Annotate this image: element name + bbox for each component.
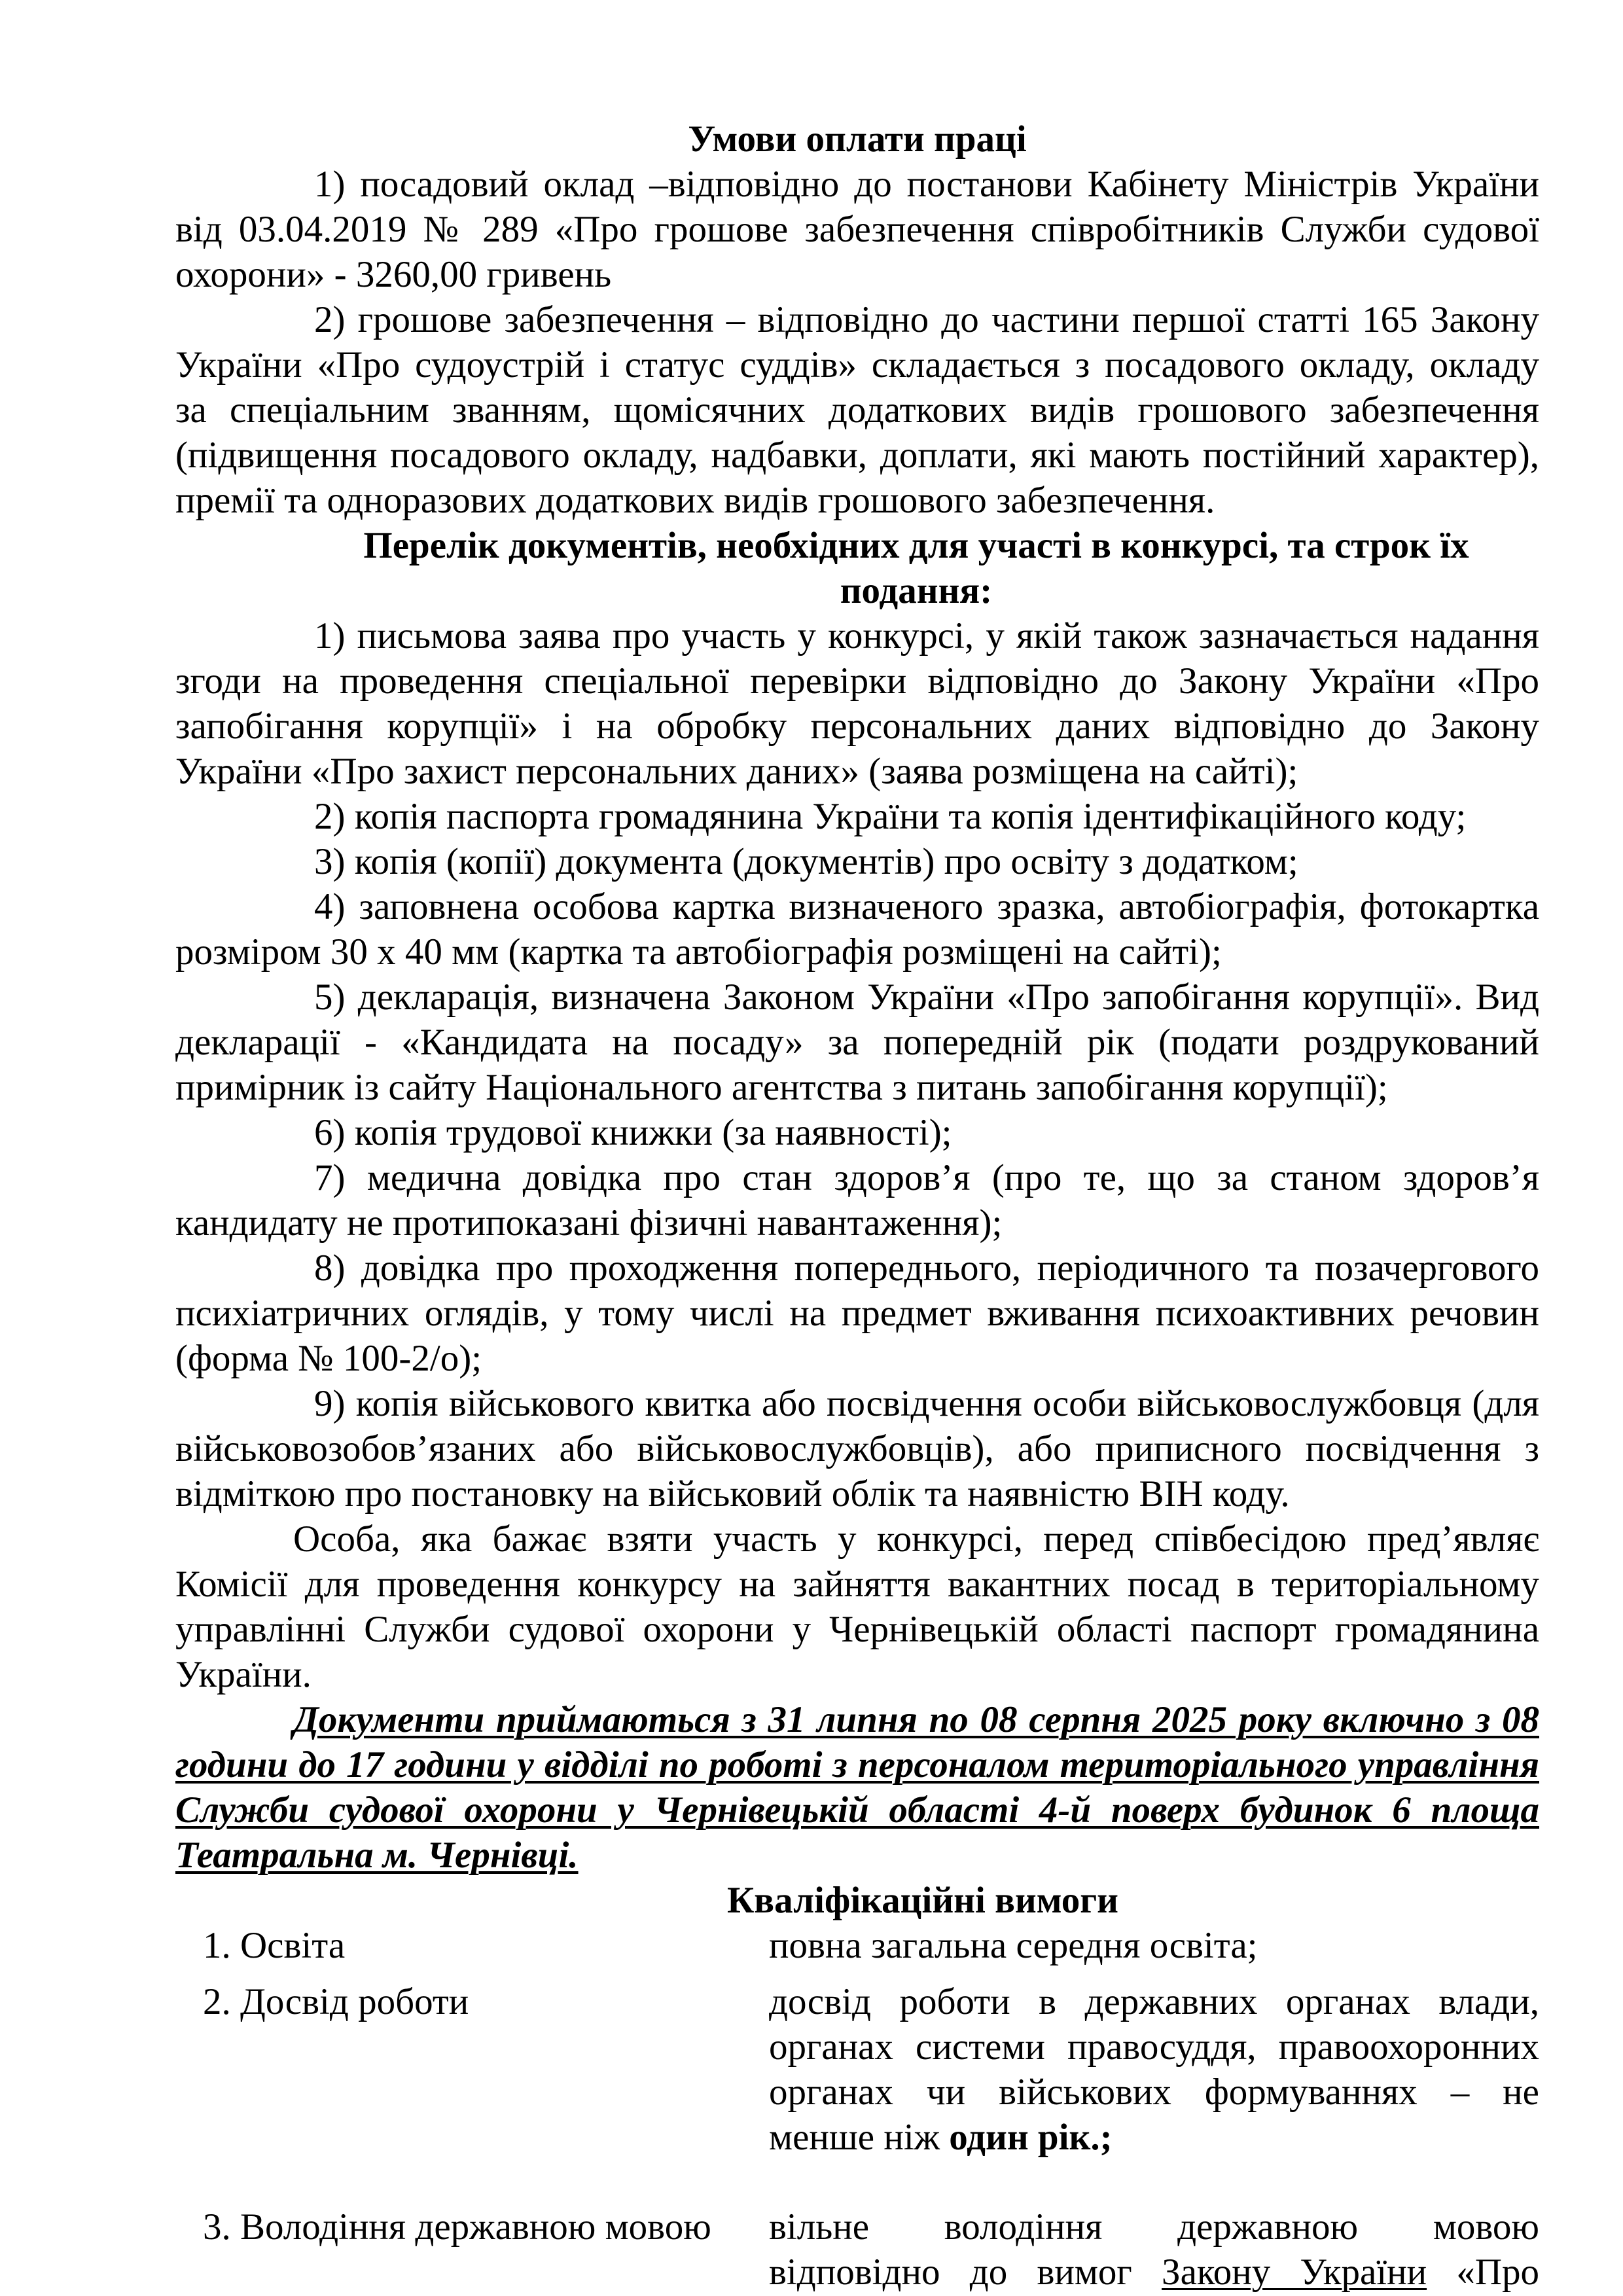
heading-line: подання: <box>840 570 993 611</box>
text-line: військовозобов’язаних або військовослужбовців), або приписного посвідчення з <box>175 1428 1539 1469</box>
text-line: досвід роботи в державних органах влади, <box>769 1981 1539 2022</box>
text-line: Театральна м. Чернівці. <box>175 1835 579 1876</box>
list-item-military <box>175 1381 1539 1516</box>
list-item-medical <box>175 1155 1539 1246</box>
qualification-value: повна загальна середня освіта; <box>769 1925 1258 1966</box>
text-line: Комісії для проведення конкурсу на зайняття вакантних посад в територіальному <box>175 1564 1539 1605</box>
text-line: години до 17 години у відділі по роботі з персоналом територіального управління <box>175 1744 1539 1785</box>
text-line: органах системи правосуддя, правоохоронних <box>769 2026 1539 2068</box>
qualification-value <box>769 2204 1539 2295</box>
qualification-row-education <box>0 1923 1623 1968</box>
text-line: 8) довідка про проходження попереднього, періодичного та позачергового <box>314 1247 1539 1289</box>
qualification-value <box>769 1979 1539 2160</box>
paragraph-salary <box>175 162 1539 297</box>
text-line: запобігання корупції» і на обробку персональних даних відповідно до Закону <box>175 706 1539 747</box>
text-line <box>769 2115 1539 2160</box>
text-line: України «Про захист персональних даних» (заява розміщена на сайті); <box>175 751 1298 792</box>
text-line: 2) грошове забезпечення – відповідно до частини першої статті 165 Закону <box>314 299 1539 340</box>
text-line: України. <box>175 1654 312 1695</box>
list-item-application <box>175 613 1539 794</box>
text-line: Служби судової охорони у Чернівецькій області 4-й поверх будинок 6 площа <box>175 1789 1539 1831</box>
text-line: охорони» - 3260,00 гривень <box>175 254 612 295</box>
text-line: за спеціальним званням, щомісячних додаткових видів грошового забезпечення <box>175 389 1539 431</box>
text-line: згоди на проведення спеціальної перевірки відповідно до Закону України «Про <box>175 660 1539 702</box>
text-line: психіатричних оглядів, у тому числі на предмет вживання психоактивних речовин <box>175 1293 1539 1334</box>
text-line: декларації - «Кандидата на посаду» за попередній рік (подати роздрукований <box>175 1022 1539 1063</box>
paragraph-deadline <box>175 1697 1539 1878</box>
qualification-row-language <box>0 2204 1623 2296</box>
qualification-row-experience <box>0 1979 1623 2176</box>
section-title-qualifications: Кваліфікаційні вимоги <box>726 1880 1119 1921</box>
text-line: від 03.04.2019 № 289 «Про грошове забезпечення співробітників Служби судової <box>175 209 1539 250</box>
text-line: відміткою про постановку на військовий облік та наявністю ВІН коду. <box>175 1473 1290 1515</box>
text-line: вільне володіння державною мовою <box>769 2206 1539 2248</box>
text-line: 5) декларація, визначена Законом України «Про запобігання корупції». Вид <box>314 977 1539 1018</box>
text-line: органах чи військових формуваннях – не <box>769 2072 1539 2113</box>
text-line: 1) посадовий оклад –відповідно до постанови Кабінету Міністрів України <box>314 164 1539 205</box>
text-span: менше ніж <box>769 2117 950 2158</box>
list-item-personal-card <box>175 884 1539 975</box>
text-line: розміром 30 х 40 мм (картка та автобіографія розміщені на сайті); <box>175 931 1222 973</box>
text-line: 4) заповнена особова картка визначеного зразка, автобіографія, фотокартка <box>314 886 1539 927</box>
text-line <box>769 2250 1539 2295</box>
text-line: кандидату не протипоказані фізичні навантаження); <box>175 1202 1003 1244</box>
section-title-pay: Умови оплати праці <box>688 118 1027 160</box>
list-item-psychiatric <box>175 1246 1539 1381</box>
paragraph-interview <box>175 1516 1539 1697</box>
text-line: 1) письмова заява про участь у конкурсі, у якій також зазначається надання <box>314 615 1539 656</box>
text-line: 3) копія (копії) документа (документів) про освіту з додатком; <box>314 841 1298 882</box>
text-line: 7) медична довідка про стан здоров’я (про те, що за станом здоров’я <box>314 1157 1539 1198</box>
heading-line: Перелік документів, необхідних для участі в конкурсі, та строк їх <box>363 525 1469 566</box>
qualification-label: 1. Освіта <box>203 1925 346 1966</box>
bold-span: .; <box>1090 2117 1113 2158</box>
text-span: відповідно до вимог <box>769 2251 1162 2293</box>
text-line: (підвищення посадового окладу, надбавки, доплати, які мають постійний характер), <box>175 435 1539 476</box>
text-line: 2) копія паспорта громадянина України та копія ідентифікаційного коду; <box>314 796 1467 837</box>
section-title-documents <box>175 523 1539 613</box>
bold-span: один рік <box>949 2117 1091 2158</box>
text-line: премії та одноразових додаткових видів грошового забезпечення. <box>175 480 1215 521</box>
text-line: Документи приймаються з 31 липня по 08 серпня 2025 року включно з 08 <box>293 1699 1539 1740</box>
qualification-label: 2. Досвід роботи <box>203 1981 469 2022</box>
text-span: «Про <box>1456 2251 1539 2293</box>
text-line: примірник із сайту Національного агентства з питань запобігання корупції); <box>175 1067 1388 1108</box>
paragraph-allowance <box>175 297 1539 523</box>
list-item-declaration <box>175 975 1539 1110</box>
list-item-passport <box>175 794 1539 839</box>
text-line: Особа, яка бажає взяти участь у конкурсі, перед співбесідою пред’являє <box>293 1518 1539 1560</box>
text-line: України «Про судоустрій і статус суддів» складається з посадового окладу, окладу <box>175 344 1539 386</box>
list-item-education <box>175 839 1539 884</box>
text-line: (форма № 100-2/о); <box>175 1338 482 1379</box>
list-item-workbook <box>175 1110 1539 1155</box>
law-link[interactable]: Закону України <box>1162 2251 1427 2293</box>
qualification-label: 3. Володіння державною мовою <box>203 2206 711 2248</box>
text-line: управлінні Служби судової охорони у Чернівецькій області паспорт громадянина <box>175 1609 1539 1650</box>
text-line: 6) копія трудової книжки (за наявності); <box>314 1112 952 1153</box>
text-line: 9) копія військового квитка або посвідчення особи військовослужбовця (для <box>314 1383 1539 1424</box>
